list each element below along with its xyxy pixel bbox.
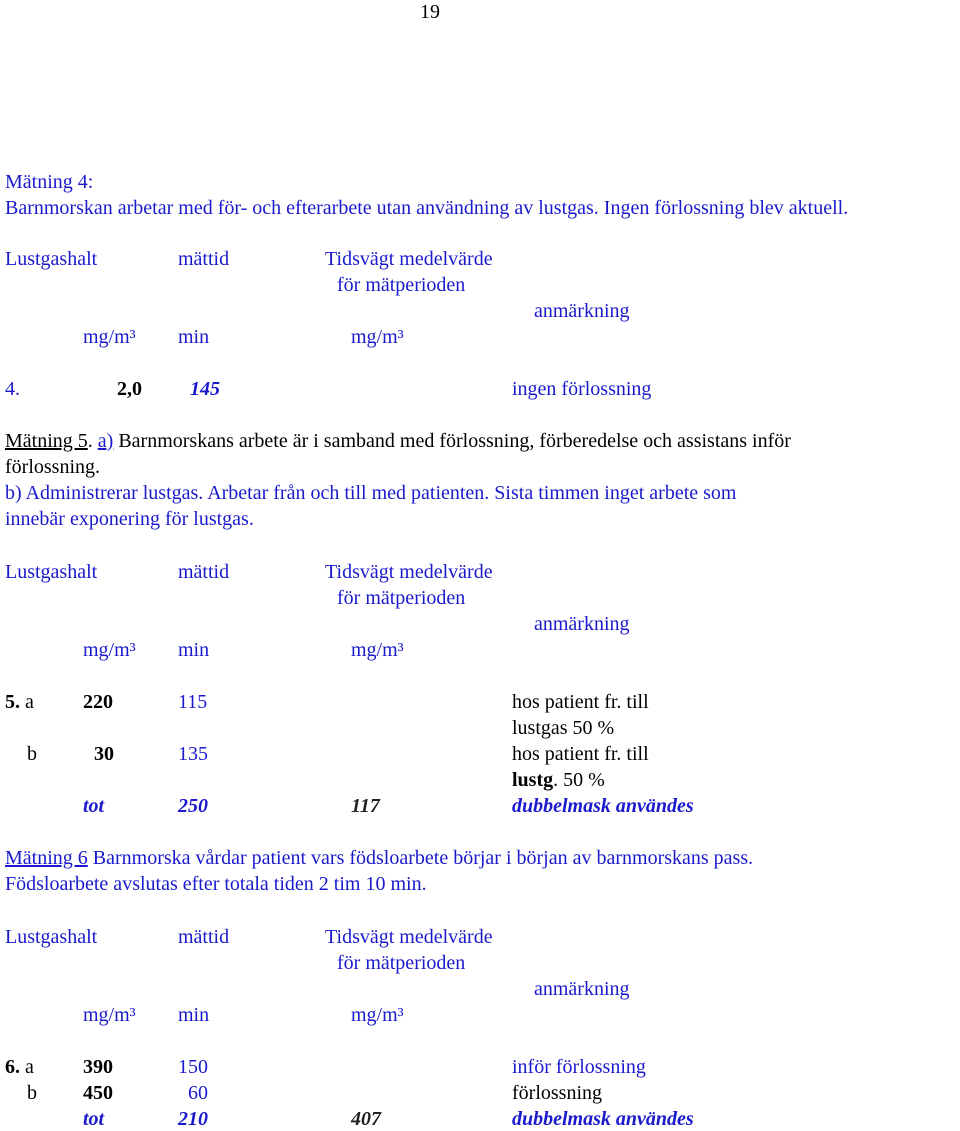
unit-mattid: min	[178, 639, 210, 661]
row-value: 2,0	[117, 378, 142, 400]
unit-lustgashalt: mg/m³	[83, 639, 136, 661]
col-matperioden: för mätperioden	[337, 587, 466, 609]
row-id-num: 6.	[5, 1056, 20, 1078]
col-tidsvagt: Tidsvägt medelvärde	[325, 248, 493, 270]
row-note: förlossning	[512, 1082, 602, 1104]
m5-line2: förlossning.	[5, 456, 100, 478]
unit-tidsvagt: mg/m³	[351, 639, 404, 661]
row-tot-note: dubbelmask användes	[512, 1108, 694, 1130]
m5-a-text: Barnmorskans arbete är i samband med förlossning, förberedelse och assistans inför	[113, 430, 791, 452]
row-tot-twa: 117	[351, 795, 380, 817]
row-tot-label: tot	[83, 795, 105, 817]
unit-lustgashalt: mg/m³	[83, 1004, 136, 1026]
col-tidsvagt: Tidsvägt medelvärde	[325, 561, 493, 583]
m6-line1-rest: Barnmorska vårdar patient vars födsloarbete börjar i början av barnmorskans pass.	[87, 847, 754, 869]
row-sub: b	[27, 1082, 37, 1104]
row-time: 60	[188, 1082, 208, 1104]
col-mattid: mättid	[178, 561, 230, 583]
row-tot-note: dubbelmask användes	[512, 795, 694, 817]
col-mattid: mättid	[178, 248, 230, 270]
col-anmarkning: anmärkning	[534, 613, 630, 635]
page-number: 19	[420, 1, 440, 23]
row-note-cont	[512, 768, 605, 792]
row-tot-time: 210	[178, 1108, 208, 1130]
row-tot-label: tot	[83, 1108, 105, 1130]
col-lustgashalt: Lustgashalt	[5, 561, 98, 583]
row-time: 150	[178, 1056, 208, 1078]
row-note-cont: lustgas 50 %	[512, 717, 615, 739]
m5-line1	[5, 429, 791, 453]
m6-line1	[5, 846, 753, 870]
row-tot-time: 250	[178, 795, 208, 817]
unit-lustgashalt: mg/m³	[83, 326, 136, 348]
row-note-bold: lustg	[512, 769, 554, 791]
row-id	[5, 690, 34, 714]
row-note: hos patient fr. till	[512, 743, 649, 765]
row-tot-twa: 407	[351, 1108, 381, 1130]
row-id: 4.	[5, 378, 20, 400]
row-id-num: 5.	[5, 691, 20, 713]
row-note-rest: . 50 %	[553, 769, 605, 791]
m5-a-label: a)	[97, 430, 114, 452]
unit-mattid: min	[178, 326, 210, 348]
row-note: ingen förlossning	[512, 378, 652, 400]
col-tidsvagt: Tidsvägt medelvärde	[325, 926, 493, 948]
row-value: 30	[94, 743, 114, 765]
col-lustgashalt: Lustgashalt	[5, 926, 98, 948]
m4-description: Barnmorskan arbetar med för- och efterarbete utan användning av lustgas. Ingen förlossning blev aktuell.	[5, 197, 849, 219]
row-value: 450	[83, 1082, 113, 1104]
m6-label: Mätning 6	[5, 847, 88, 869]
row-time: 145	[190, 378, 220, 400]
col-mattid: mättid	[178, 926, 230, 948]
unit-tidsvagt: mg/m³	[351, 1004, 404, 1026]
m5-line4: innebär exponering för lustgas.	[5, 508, 254, 530]
row-time: 135	[178, 743, 208, 765]
col-anmarkning: anmärkning	[534, 300, 630, 322]
unit-tidsvagt: mg/m³	[351, 326, 404, 348]
row-note: inför förlossning	[512, 1056, 646, 1078]
col-lustgashalt: Lustgashalt	[5, 248, 98, 270]
m5-dot: .	[87, 430, 93, 452]
m4-heading: Mätning 4:	[5, 171, 94, 193]
row-note: hos patient fr. till	[512, 691, 649, 713]
row-sub: b	[27, 743, 37, 765]
m5-label: Mätning 5	[5, 430, 88, 452]
row-sub: a	[25, 691, 34, 713]
row-sub: a	[25, 1056, 34, 1078]
m6-line2: Födsloarbete avslutas efter totala tiden 2 tim 10 min.	[5, 873, 427, 895]
row-value: 220	[83, 691, 113, 713]
col-anmarkning: anmärkning	[534, 978, 630, 1000]
col-matperioden: för mätperioden	[337, 274, 466, 296]
row-time: 115	[178, 691, 208, 713]
unit-mattid: min	[178, 1004, 210, 1026]
m5-line3: b) Administrerar lustgas. Arbetar från och till med patienten. Sista timmen inget arbete som	[5, 482, 737, 504]
row-id	[5, 1055, 34, 1079]
row-value: 390	[83, 1056, 113, 1078]
col-matperioden: för mätperioden	[337, 952, 466, 974]
